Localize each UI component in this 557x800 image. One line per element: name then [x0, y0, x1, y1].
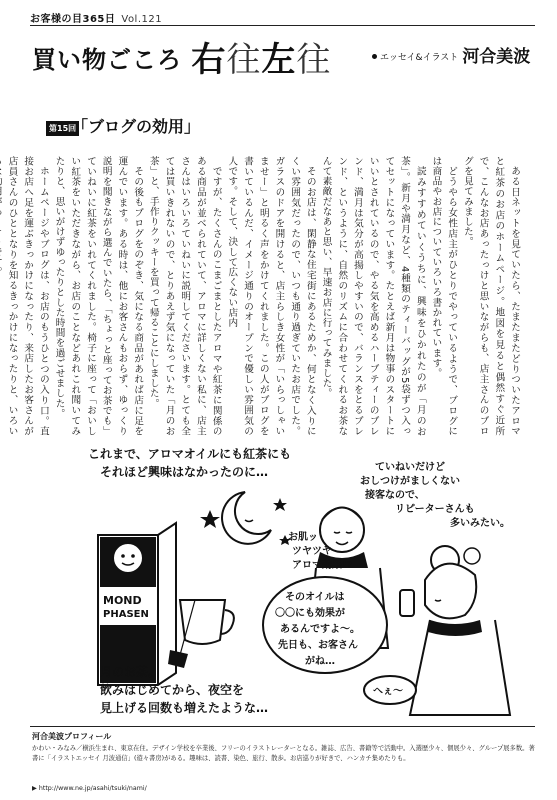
profile-url-text[interactable]: http://www.ne.jp/asahi/tsuki/nami/	[38, 785, 147, 792]
caption-right-line1: ていねいだけど	[375, 462, 445, 473]
essay-paragraph: その後もブログをのぞき、気になる商品があれば店に足を運んでいます。ある時は、他にお客さんもおらず、ゆっくり説明を聞きながら選んでいたら、「ちょっと座ってお茶でも」ていねいに紅茶をいれてくれました。椅子に座って「おいしい紅茶をいただきながら、お店のことなどあれこれ聞いてみたりと、思いがけずゆったりとした時間を過ごせました。	[53, 156, 144, 436]
caption-top-line1: これまで、アロマオイルにも紅茶にも	[88, 447, 292, 461]
tea-package	[98, 523, 176, 685]
bubble-oil-line5: がね…	[305, 656, 335, 667]
episode-badge: 第15回	[46, 121, 79, 136]
column-title-text: 買い物ごころ	[32, 46, 182, 74]
essay-body	[6, 156, 522, 436]
bubble-left-line1: お肌ッ	[288, 532, 318, 543]
bubble-oil-line3: あるんですよ～。	[280, 624, 360, 635]
credit-label: エッセイ&イラスト	[380, 53, 459, 63]
caption-bottom-line2: 飲みはじめてから、夜空を	[100, 683, 245, 697]
caption-right-line4: リピーターさんも	[395, 504, 475, 515]
teacup-icon	[168, 600, 234, 668]
bubble-oil-line1: そのオイルは	[285, 592, 345, 603]
column-title	[32, 32, 331, 81]
caption-bottom-line3: 見上げる回数も増えたような…	[100, 701, 269, 715]
bubble-left-line3: アロマ効果!?	[292, 560, 353, 571]
essay-paragraph: そのお店は、閑静な住宅街にあるためか、何となく入りにくい雰囲気だったので、いつも通り過ぎていたお店でした。ガラスのドアを開けると、店主らしき女性が「いらっしゃいませー」と明るく声をかけてくれました。この人がブログを書いているんだ、イメージ通りのオープンで優しい雰囲気の人です。そして、決して広くない店内	[226, 156, 316, 436]
caption-right-line5: 多いみたい。	[450, 518, 510, 529]
caption-top-line2: それほど興味はなかったのに…	[100, 465, 269, 479]
magazine-name: お客様の目365日	[30, 14, 116, 25]
volume-number: Vol.121	[121, 14, 163, 25]
essay-paragraph: ある日ネットを見ていたら、たまたまたどりついたアロマと紅茶のお店のホームページ。地図を見ると偶然すぐ近所で、こんなお店あったっけと思いながらも、店主さんのブログを見てみました。	[461, 156, 520, 436]
title-kanji-3: 左	[261, 40, 297, 80]
caption-right-line2: おしつけがましくない	[360, 476, 460, 487]
magazine-header	[30, 10, 162, 25]
bubble-oil-line2: 〇〇にも効果が	[275, 608, 345, 619]
package-label-phasen: PHASEN	[103, 609, 149, 620]
title-kanji-2: 往	[226, 40, 262, 80]
caption-right-line3: 接客なので、	[365, 490, 425, 501]
bubble-small-text: へぇ～	[373, 686, 403, 697]
author-credit	[372, 42, 530, 67]
bubble-left-line2: ツヤツヤ	[292, 546, 332, 557]
episode-title: 「ブログの効用」	[72, 117, 201, 136]
oil-bottle-icon	[400, 590, 414, 616]
bullet-icon	[372, 54, 377, 59]
essay-paragraph: ホームページやブログは、お店のもうひとつの入り口。直接お店へ足を運ぶきっかけになったり、来店したお客さんが店員さんのひととなりを知るきっかけになったりと、いろい	[6, 156, 49, 436]
profile-url[interactable]	[32, 785, 147, 792]
profile-text: かわい・みなみ／横浜生まれ、東京在住。デザイン学校を卒業後、フリーのイラストレーターとなる。雑誌、広告、書籍等で活動中。入選歴少々、個展少々、グループ展多数。著書に「イラストエッセイ 月波通信」(遊々書房)がある。趣味は、読書、染色、旅行、散歩。お店巡りが好きで、ハンカチ集めたりも。	[32, 745, 535, 762]
link-arrow-icon: ▶	[32, 785, 39, 792]
package-label-mond: MOND	[103, 594, 142, 607]
essay-paragraph: ですが、たくさんのこまごまとしたアロマや紅茶に関係のある商品が並べられていて、アロマに詳しくない私に、店主さんはいろいろていねいに説明してくださいます。とても全ては買いきれないので、とりあえず気になっていた「月のお茶」と、手作りクッキーを買って帰ることにしました。	[147, 156, 222, 436]
author-name: 河合美波	[462, 47, 531, 67]
header-divider	[30, 25, 535, 26]
title-kanji-1: 右	[191, 40, 227, 80]
caption-bottom-line1: 月のお茶。	[100, 665, 161, 679]
title-kanji-4: 往	[296, 40, 332, 80]
essay-paragraph: 読みすすめていくうちに、興味をひかれたのが「月のお茶」。新月や満月など、4種類のティーバッグが5袋ずつ入ってセットになっています。たとえば新月は物事のスタートにいいとされているので、やる気を高めるハーブティーのブレンド、満月は気分が高揚しやすいので、バランスをとるブレンド、というように、自然のリズムに合わせてくれるお茶なんて素敵だなあと思い、早速お店に行ってみました。	[320, 156, 426, 436]
essay-paragraph: どうやら女性店主がひとりでやっているようで、ブログには商品やお店についていろいろ書かれています。	[430, 156, 458, 436]
profile-title: 河合美波プロフィール	[32, 732, 112, 741]
moon-icon	[222, 492, 271, 544]
profile-divider	[30, 726, 535, 727]
bubble-oil-line4: 先日も、お客さん	[278, 640, 358, 651]
illustration	[30, 440, 530, 720]
